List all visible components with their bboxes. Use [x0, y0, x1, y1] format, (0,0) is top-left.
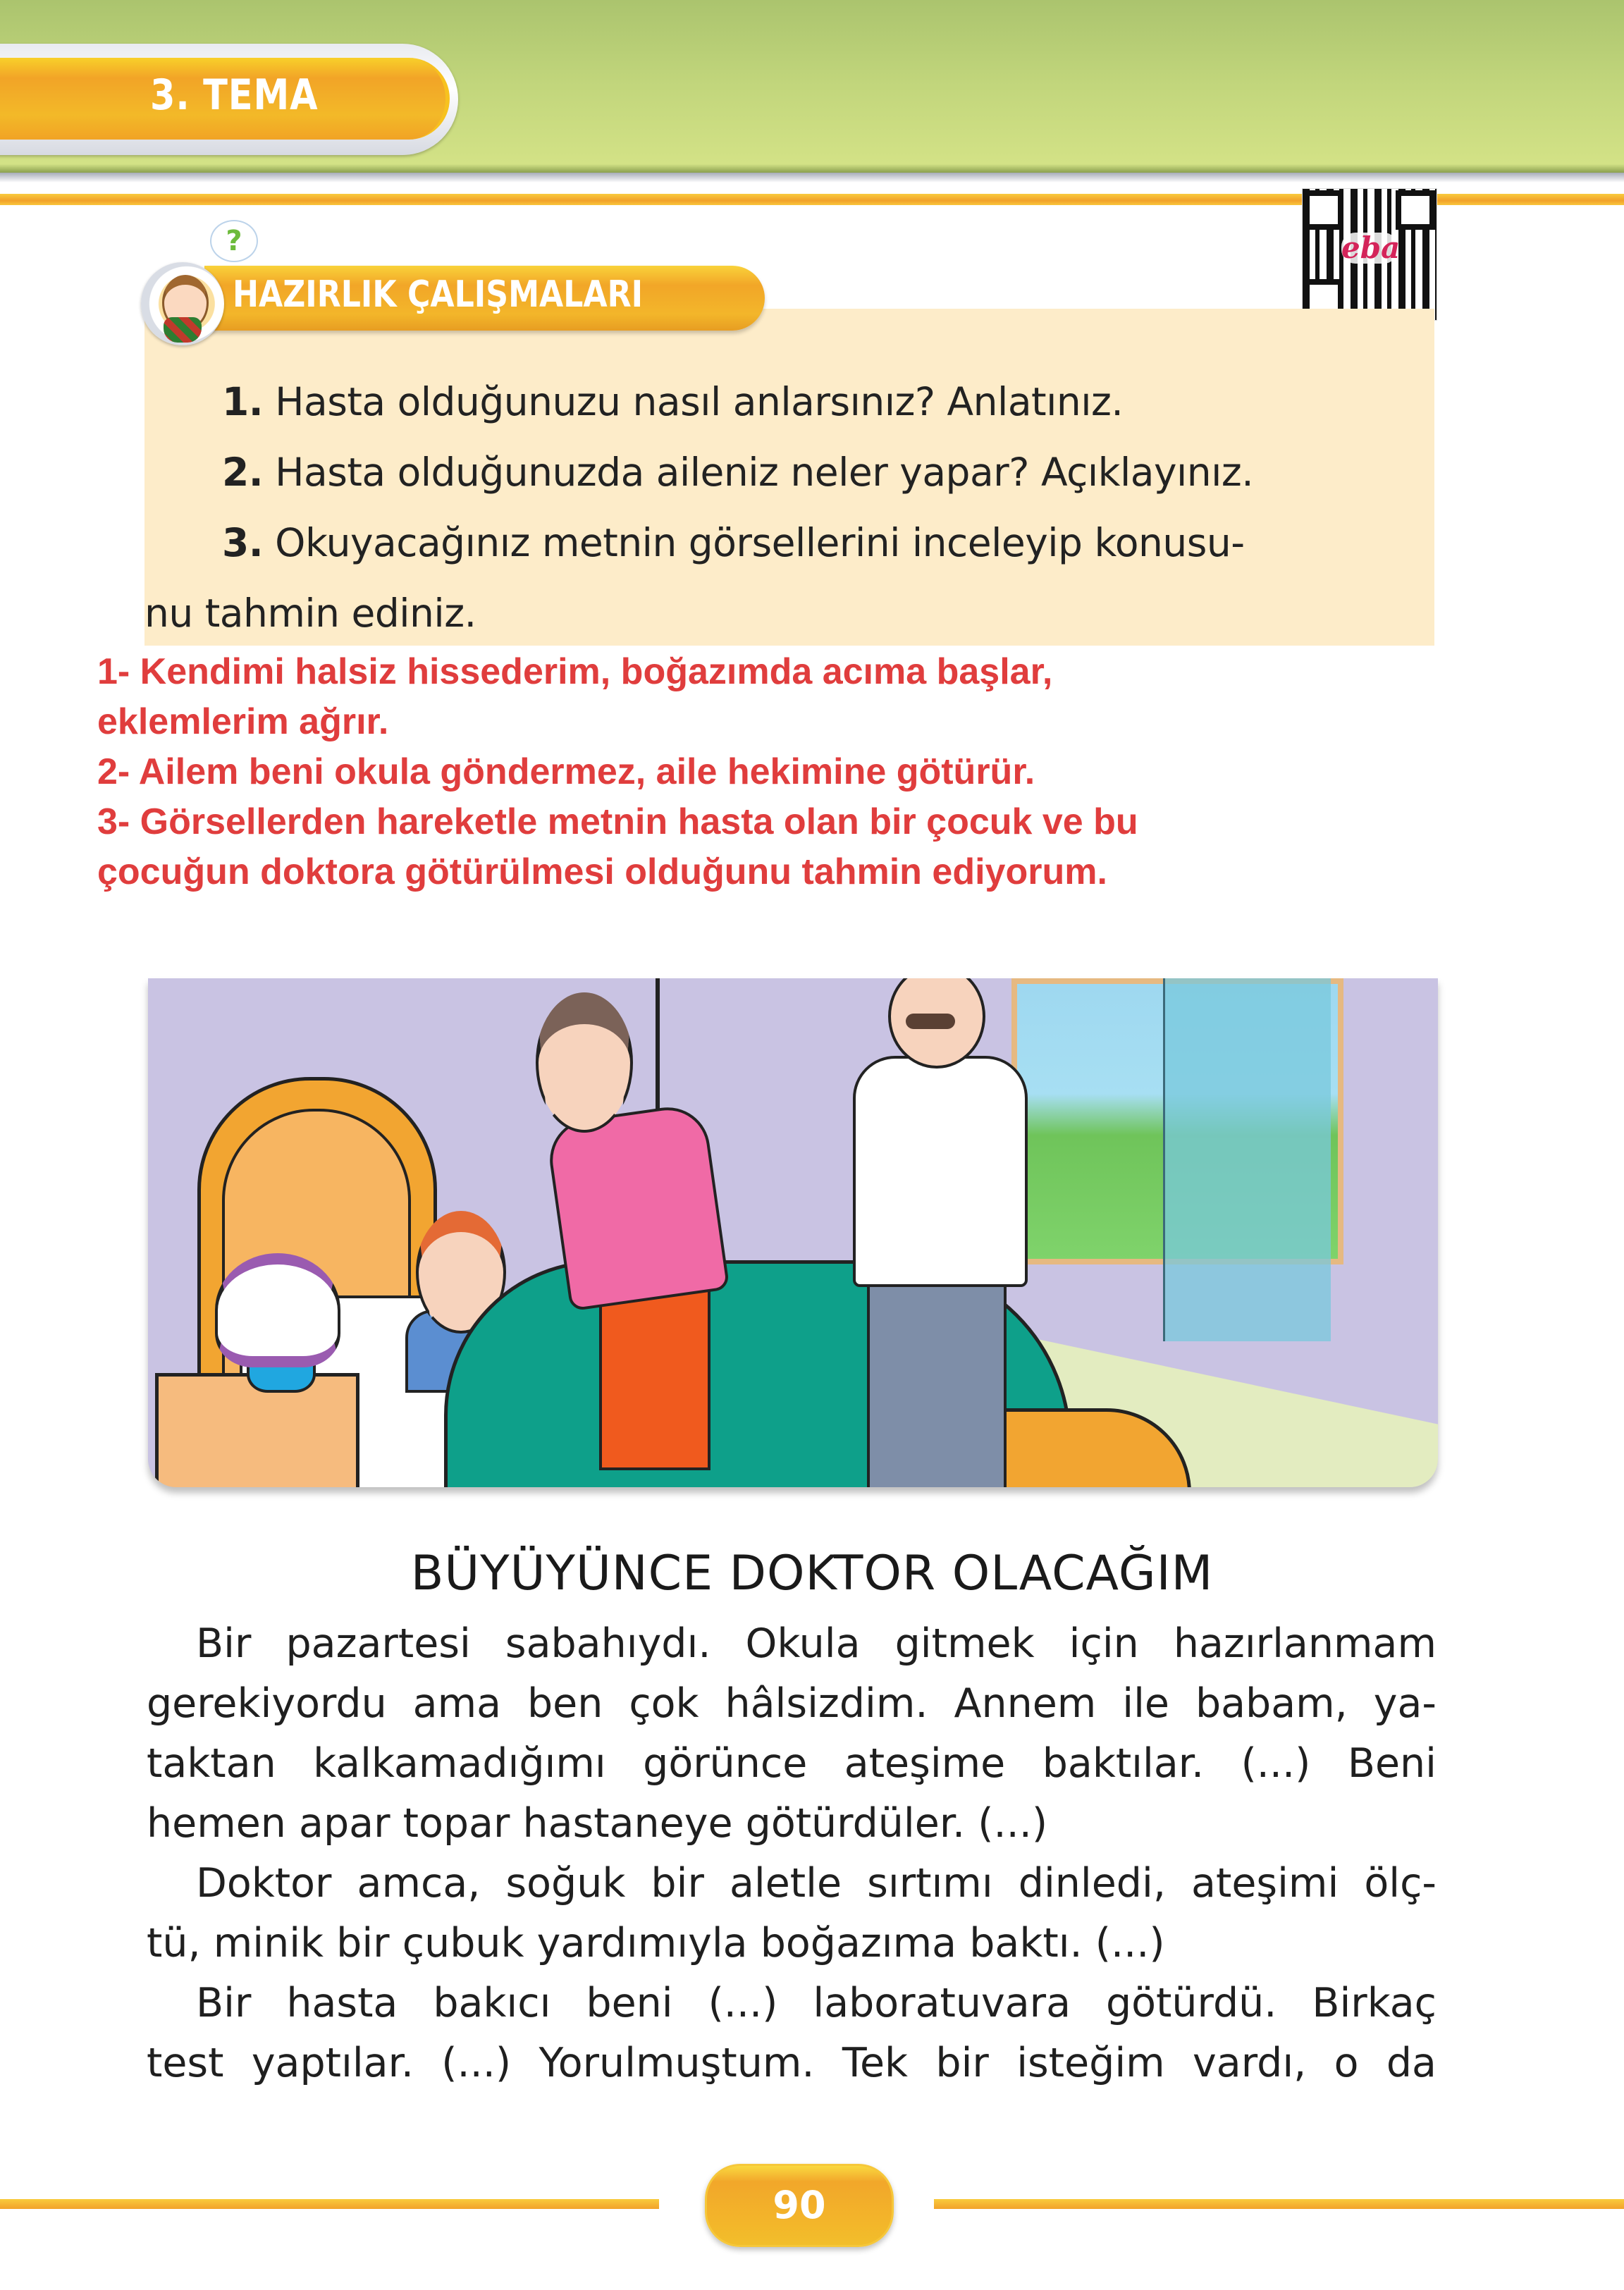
question-bubble-icon: ?: [210, 220, 258, 262]
question-item: 3. Okuyacağınız metnin görsellerini inceleyip konusu-: [222, 520, 1245, 565]
question-item: 1. Hasta olduğunuzu nasıl anlarsınız? Anlatınız.: [222, 379, 1124, 424]
story-illustration: [148, 978, 1438, 1487]
qr-finder-pattern: [1396, 190, 1435, 230]
story-line: Bir pazartesi sabahıydı. Okula gitmek için hazırlanmam: [196, 1620, 1437, 1667]
story-body: [147, 1614, 1437, 2093]
page-number: 90: [773, 2183, 826, 2227]
curtain: [1163, 978, 1331, 1341]
answer-line: 1- Kendimi halsiz hissederim, boğazımda acıma başlar,: [97, 651, 1053, 692]
story-line: Bir hasta bakıcı beni (...) laboratuvara götürdü. Birkaç: [196, 1980, 1437, 2026]
footer-divider-left: [0, 2199, 659, 2209]
question-item: 2. Hasta olduğunuzda aileniz neler yapar? Açıklayınız.: [222, 450, 1254, 495]
answer-line: eklemlerim ağrır.: [97, 701, 389, 742]
father-pants: [867, 1274, 1007, 1487]
prep-section-header: [127, 220, 761, 340]
mascot-girl-icon: [141, 262, 224, 345]
question-continuation: nu tahmin ediniz.: [144, 591, 476, 636]
father-mustache: [906, 1014, 955, 1029]
mother-skirt: [599, 1281, 710, 1470]
story-line: Doktor amca, soğuk bir aletle sırtımı dinledi, ateşimi ölç-: [196, 1860, 1437, 1907]
prep-questions: [144, 367, 1427, 648]
theme-title: 3. TEMA: [150, 70, 319, 120]
footer-divider-right: [934, 2199, 1624, 2209]
prep-section-title: HAZIRLIK ÇALIŞMALARI: [233, 273, 644, 316]
qr-code-icon[interactable]: [1303, 189, 1437, 320]
lamp-shade: [215, 1253, 340, 1367]
father-shirt: [853, 1056, 1028, 1287]
page-number-badge: [705, 2164, 894, 2247]
story-line: taktan kalkamadığımı görünce ateşime baktılar. (...) Beni: [147, 1740, 1437, 1787]
story-line: hemen apar topar hastaneye götürdüler. (...): [147, 1800, 1048, 1847]
story-line: test yaptılar. (...) Yorulmuştum. Tek bir isteğim vardı, o da: [147, 2040, 1437, 2086]
story-line: gerekiyordu ama ben çok hâlsizdim. Annem ile babam, ya-: [147, 1680, 1437, 1727]
story-line: tü, minik bir çubuk yardımıyla boğazıma baktı. (...): [147, 1920, 1165, 1966]
answer-line: çocuğun doktora götürülmesi olduğunu tahmin ediyorum.: [97, 851, 1107, 892]
answer-line: 2- Ailem beni okula göndermez, aile hekimine götürür.: [97, 751, 1035, 792]
mother-head: [536, 992, 633, 1133]
story-title: BÜYÜYÜNCE DOKTOR OLACAĞIM: [410, 1546, 1214, 1601]
student-answers: [97, 647, 1437, 897]
answer-line: 3- Görsellerden hareketle metnin hasta olan bir çocuk ve bu: [97, 801, 1138, 842]
eba-logo: eba: [1341, 230, 1401, 265]
mascot-vest: [164, 317, 202, 343]
mother-blouse: [544, 1102, 730, 1311]
